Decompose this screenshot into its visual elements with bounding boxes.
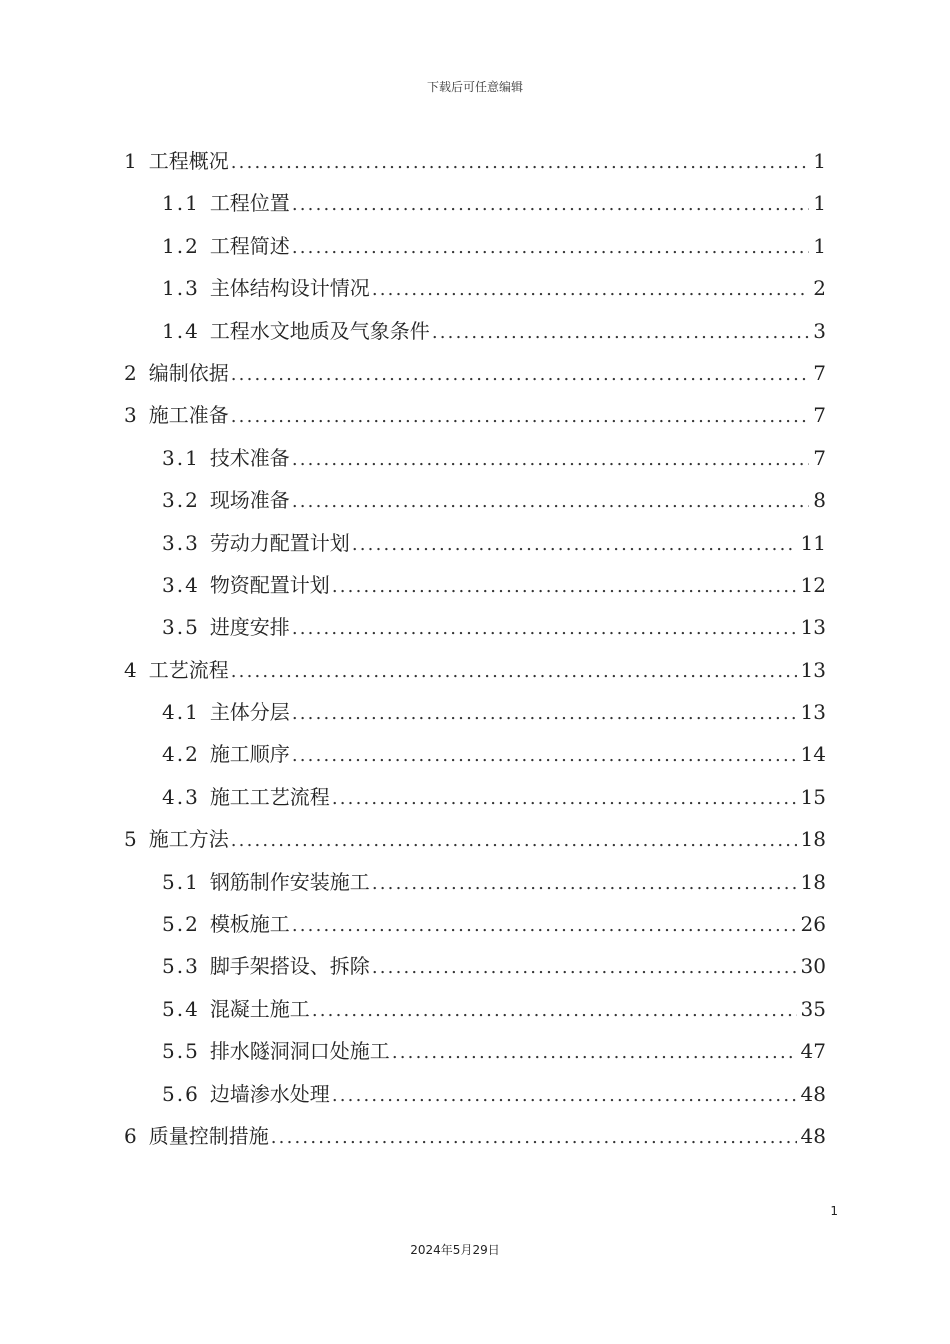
toc-leader-dots (332, 566, 797, 606)
toc-entry-title: 技术准备 (209, 445, 290, 470)
table-of-contents (124, 140, 826, 1157)
toc-entry-number: 4.3 (162, 784, 200, 809)
toc-entry-title: 模板施工 (209, 912, 290, 937)
toc-entry-number: 5.1 (162, 869, 200, 894)
toc-entry-title: 脚手架搭设、拆除 (209, 954, 370, 979)
toc-leader-dots (231, 142, 810, 182)
toc-entry-page: 3 (813, 318, 826, 343)
toc-entry[interactable] (124, 182, 826, 224)
toc-leader-dots (231, 354, 810, 394)
toc-leader-dots (312, 990, 797, 1030)
toc-leader-dots (292, 693, 797, 733)
toc-leader-dots (271, 1117, 797, 1157)
toc-entry[interactable] (124, 564, 826, 606)
page-number: 1 (830, 1204, 838, 1218)
toc-entry[interactable] (124, 861, 826, 903)
toc-entry-title: 钢筋制作安装施工 (209, 869, 370, 894)
toc-entry-title: 工程简述 (209, 233, 290, 258)
toc-leader-dots (292, 735, 797, 775)
toc-entry-number: 4.1 (162, 700, 200, 725)
toc-leader-dots (231, 820, 797, 860)
toc-entry[interactable] (124, 352, 826, 394)
toc-entry-title: 工程水文地质及气象条件 (209, 318, 430, 343)
toc-entry-number: 5.6 (162, 1081, 200, 1106)
toc-entry-page: 8 (813, 488, 826, 513)
toc-entry-title: 施工顺序 (209, 742, 290, 767)
toc-entry-page: 12 (800, 572, 826, 597)
toc-entry-number: 1.3 (162, 276, 200, 301)
toc-entry-title: 主体结构设计情况 (209, 276, 370, 301)
toc-entry[interactable] (124, 988, 826, 1030)
toc-entry-title: 编制依据 (148, 360, 229, 385)
toc-entry-page: 7 (813, 360, 826, 385)
toc-entry-page: 13 (800, 700, 826, 725)
toc-entry-title: 质量控制措施 (148, 1123, 269, 1148)
toc-entry-title: 进度安排 (209, 615, 290, 640)
toc-entry[interactable] (124, 267, 826, 309)
toc-entry-number: 3.1 (162, 445, 200, 470)
toc-entry-title: 工程概况 (148, 149, 229, 173)
toc-entry[interactable] (124, 522, 826, 564)
toc-entry-page: 7 (813, 445, 826, 470)
toc-leader-dots (292, 227, 809, 267)
toc-entry-number: 6 (124, 1123, 139, 1148)
toc-entry[interactable] (124, 225, 826, 267)
toc-entry-page: 13 (800, 615, 826, 640)
toc-entry-page: 48 (800, 1123, 826, 1148)
toc-entry-page: 1 (813, 149, 826, 173)
toc-entry-page: 47 (800, 1039, 826, 1064)
toc-entry-page: 15 (800, 784, 826, 809)
toc-entry-number: 1 (124, 149, 139, 173)
toc-leader-dots (372, 947, 797, 987)
toc-entry-page: 35 (800, 996, 826, 1021)
toc-entry-number: 1.4 (162, 318, 200, 343)
toc-leader-dots (292, 905, 797, 945)
toc-leader-dots (292, 439, 809, 479)
toc-entry[interactable] (124, 776, 826, 818)
toc-entry[interactable] (124, 1115, 826, 1157)
toc-entry[interactable] (124, 479, 826, 521)
toc-entry[interactable] (124, 310, 826, 352)
toc-entry-title: 现场准备 (209, 488, 290, 513)
toc-entry-number: 3 (124, 403, 139, 428)
toc-entry-number: 3.4 (162, 572, 200, 597)
toc-entry-title: 施工工艺流程 (209, 784, 330, 809)
toc-entry-number: 3.3 (162, 530, 200, 555)
toc-entry[interactable] (124, 140, 826, 182)
toc-entry-number: 5.2 (162, 912, 200, 937)
toc-entry-page: 48 (800, 1081, 826, 1106)
footer-date: 2024年5月29日 (410, 1243, 500, 1257)
toc-leader-dots (231, 396, 810, 436)
toc-leader-dots (292, 481, 809, 521)
toc-entry[interactable] (124, 903, 826, 945)
toc-entry-page: 13 (800, 657, 826, 682)
toc-entry[interactable] (124, 394, 826, 436)
toc-entry-title: 边墙渗水处理 (209, 1081, 330, 1106)
toc-entry[interactable] (124, 1030, 826, 1072)
toc-leader-dots (432, 312, 809, 352)
toc-entry-number: 4 (124, 657, 139, 682)
toc-entry-number: 1.2 (162, 233, 200, 258)
page-header: 下载后可任意编辑 (426, 80, 523, 94)
toc-entry-title: 排水隧洞洞口处施工 (209, 1039, 390, 1064)
toc-leader-dots (372, 269, 809, 309)
toc-entry-title: 物资配置计划 (209, 572, 330, 597)
toc-entry-page: 7 (813, 403, 826, 428)
toc-entry-page: 26 (800, 912, 826, 937)
toc-entry[interactable] (124, 649, 826, 691)
toc-leader-dots (231, 651, 797, 691)
toc-entry[interactable] (124, 437, 826, 479)
toc-entry-number: 4.2 (162, 742, 200, 767)
toc-entry-title: 工艺流程 (148, 657, 229, 682)
toc-entry[interactable] (124, 945, 826, 987)
toc-entry-title: 劳动力配置计划 (209, 530, 350, 555)
toc-entry[interactable] (124, 733, 826, 775)
toc-leader-dots (392, 1032, 797, 1072)
toc-leader-dots (292, 608, 797, 648)
toc-entry-title: 工程位置 (209, 191, 290, 216)
toc-entry-title: 混凝土施工 (209, 996, 310, 1021)
toc-leader-dots (372, 863, 797, 903)
toc-entry-number: 5 (124, 827, 139, 852)
toc-entry[interactable] (124, 1073, 826, 1115)
toc-leader-dots (352, 524, 797, 564)
toc-entry[interactable] (124, 606, 826, 648)
toc-leader-dots (292, 184, 809, 224)
toc-entry-number: 5.4 (162, 996, 200, 1021)
toc-entry-page: 14 (800, 742, 826, 767)
toc-leader-dots (332, 778, 797, 818)
toc-entry-number: 5.5 (162, 1039, 200, 1064)
toc-leader-dots (332, 1075, 797, 1115)
toc-entry-page: 2 (813, 276, 826, 301)
toc-entry[interactable] (124, 691, 826, 733)
toc-entry-number: 2 (124, 360, 139, 385)
toc-entry-page: 11 (800, 530, 826, 555)
toc-entry-number: 1.1 (162, 191, 200, 216)
toc-entry-page: 18 (800, 827, 826, 852)
toc-entry-page: 1 (813, 191, 826, 216)
toc-entry-page: 18 (800, 869, 826, 894)
toc-entry-number: 3.5 (162, 615, 200, 640)
toc-entry-page: 1 (813, 233, 826, 258)
toc-entry-title: 主体分层 (209, 700, 290, 725)
toc-entry-title: 施工方法 (148, 827, 229, 852)
toc-entry-page: 30 (800, 954, 826, 979)
toc-entry-title: 施工准备 (148, 403, 229, 428)
toc-entry-number: 5.3 (162, 954, 200, 979)
toc-entry-number: 3.2 (162, 488, 200, 513)
toc-entry[interactable] (124, 818, 826, 860)
